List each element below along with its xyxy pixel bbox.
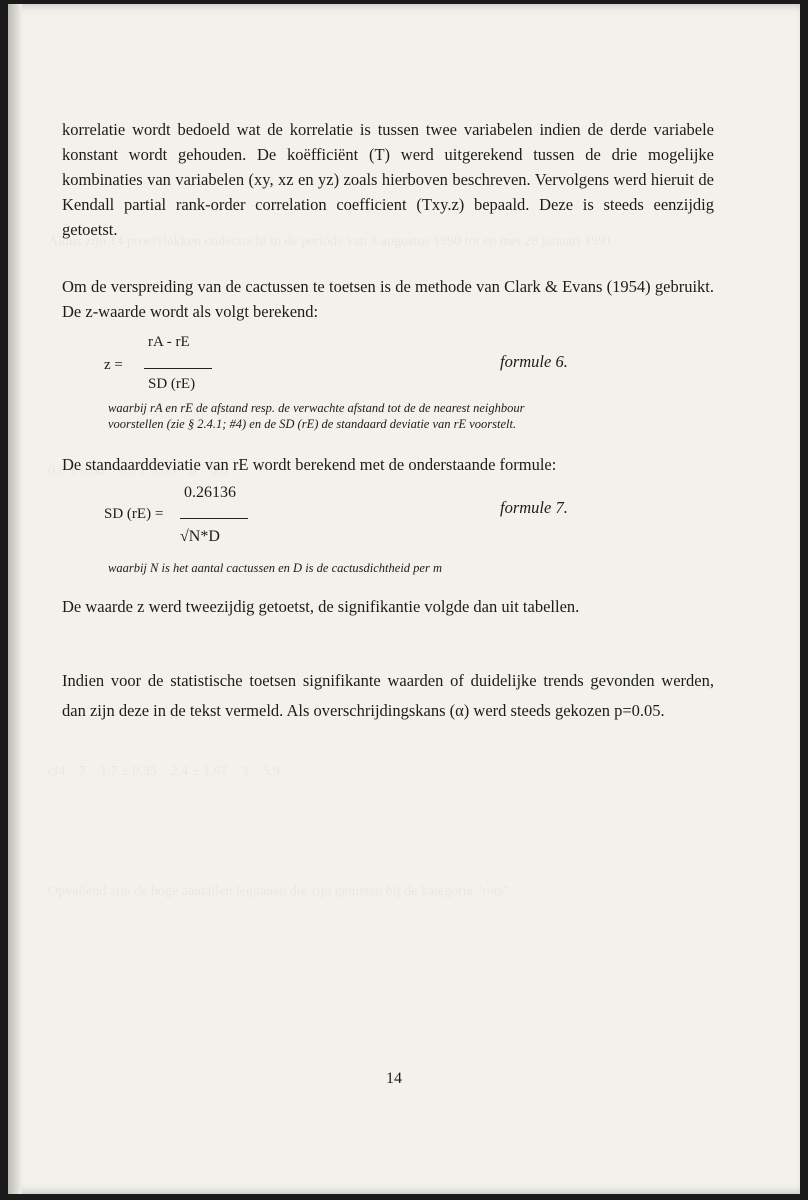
formula-7-label: formule 7. — [500, 498, 568, 517]
show-through-text — [48, 764, 280, 780]
paragraph-sd-formula-intro: De standaarddeviatie van rE wordt berekend met de onderstaande formule: — [62, 455, 557, 474]
formula-7-fraction-bar — [180, 518, 248, 519]
paragraph-clark-evans: Om de verspreiding van de cactussen te toetsen is de methode van Clark & Evans (1954) gebruikt. De z-waarde wordt als volgt berekend: — [62, 277, 714, 321]
paragraph-kendall-correlation: korrelatie wordt bedoeld wat de korrelatie is tussen twee variabelen indien de derde variabele konstant wordt gehouden. De koëfficiënt (T) werd uitgerekend tussen de drie mogelijke kombinaties van variabelen (xy, xz en yz) zoals hierboven beschreven. Vervolgens werd hieruit de Kendall partial rank-order correlation coefficient (Txy.z) bepaald. Deze is steeds eenzijdig getoetst. — [62, 120, 714, 239]
formula-6-label: formule 6. — [500, 352, 568, 371]
show-through-text — [48, 884, 509, 900]
formula-6-numerator: rA - rE — [148, 334, 190, 350]
paragraph-significance-line-2: dan zijn deze in de tekst vermeld. Als overschrijdingskans (α) werd steeds gekozen p=0.05. — [62, 701, 665, 720]
formula-7-note: waarbij N is het aantal cactussen en D is de cactusdichtheid per m — [108, 561, 442, 575]
formula-6-denominator: SD (rE) — [148, 376, 196, 392]
formula-6-note-line-2: voorstellen (zie § 2.4.1; #4) en de SD (rE) de standaard deviatie van rE voorstelt. — [108, 417, 517, 431]
formula-6-note-line-1: waarbij rA en rE de afstand resp. de verwachte afstand tot de de nearest neighbour — [108, 401, 525, 415]
formula-7-denominator: √N*D — [180, 528, 220, 545]
formula-7-numerator: 0.26136 — [184, 484, 236, 501]
page-number: 14 — [386, 1070, 402, 1087]
paragraph-z-test: De waarde z werd tweezijdig getoetst, de signifikantie volgde dan uit tabellen. — [62, 597, 580, 616]
formula-6-fraction-bar — [144, 368, 212, 369]
document-page — [8, 4, 800, 1194]
paragraph-significance-line-1: Indien voor de statistische toetsen signifikante waarden of duidelijke trends gevonden werden, — [62, 671, 714, 690]
formula-6-lhs: z = — [104, 357, 123, 373]
formula-7-lhs: SD (rE) = — [104, 506, 164, 522]
